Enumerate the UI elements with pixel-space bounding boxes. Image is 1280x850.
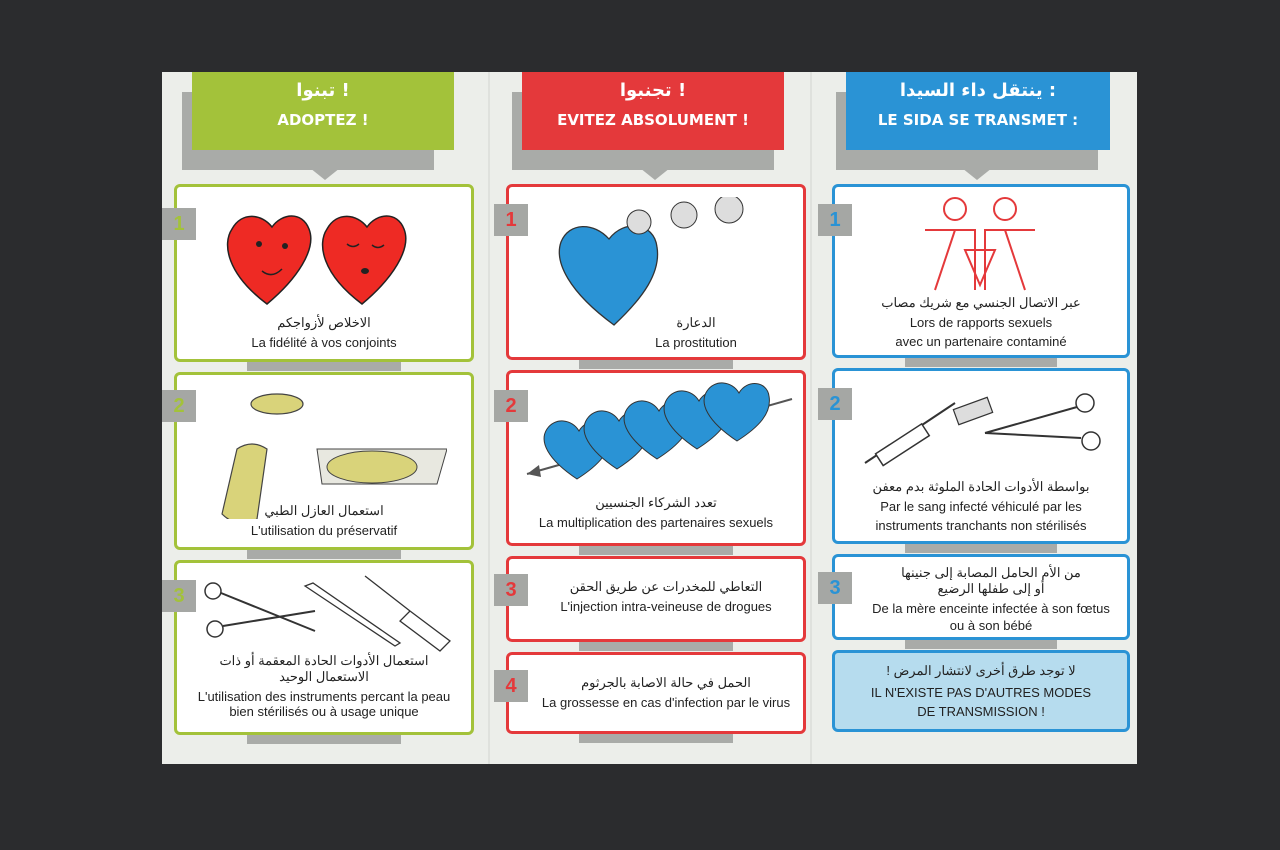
avoid-4-fr: La grossesse en cas d'infection par le virus xyxy=(541,695,791,710)
avoid-3-ar: التعاطي للمخدرات عن طريق الحقن xyxy=(569,579,763,594)
hearts-arrow-icon xyxy=(517,379,802,484)
transmit-card-3 xyxy=(832,554,1130,640)
no-other-modes-box xyxy=(832,650,1130,732)
sterile-instruments-icon xyxy=(195,571,465,656)
arrow-stem xyxy=(316,154,334,164)
avoid-card-3 xyxy=(506,556,806,642)
avoid-num-3: 3 xyxy=(494,574,528,606)
avoid-2-ar: تعدد الشركاء الجنسيين xyxy=(595,495,717,510)
adopt-3-ar: استعمال الأدوات الحادة المعقمة أو ذات الاستعمال الوحيد xyxy=(219,653,429,684)
fold-line xyxy=(488,72,490,764)
two-hearts-icon xyxy=(217,199,417,309)
final-fr1: IL N'EXISTE PAS D'AUTRES MODES xyxy=(870,685,1092,700)
avoid-num-4: 4 xyxy=(494,670,528,702)
transmit-1-fr2: avec un partenaire contaminé xyxy=(895,334,1067,349)
transmit-card-1 xyxy=(832,184,1130,358)
transmit-1-fr1: Lors de rapports sexuels xyxy=(909,315,1053,330)
header-adopt xyxy=(192,72,454,150)
header-transmit-ar: ينتقل داء السيدا : xyxy=(899,80,1057,101)
avoid-card-1 xyxy=(506,184,806,360)
couple-icon xyxy=(920,195,1040,295)
avoid-3-fr: L'injection intra-veineuse de drogues xyxy=(560,599,772,614)
adopt-2-fr: L'utilisation du préservatif xyxy=(250,523,398,538)
adopt-card-3 xyxy=(174,560,474,735)
down-arrow-icon xyxy=(957,164,997,180)
header-avoid-ar: تجنبوا ! xyxy=(619,80,687,101)
transmit-num-3: 3 xyxy=(818,572,852,604)
header-transmit-fr: LE SIDA SE TRANSMET : xyxy=(877,111,1079,129)
avoid-1-fr: La prostitution xyxy=(655,335,737,350)
adopt-card-1 xyxy=(174,184,474,362)
transmit-3-fr2: ou à son bébé xyxy=(949,618,1033,633)
header-avoid-fr: EVITEZ ABSOLUMENT ! xyxy=(557,111,749,129)
down-arrow-icon xyxy=(305,164,345,180)
adopt-num-3: 3 xyxy=(162,580,196,612)
transmit-card-2 xyxy=(832,368,1130,544)
transmit-3-ar2: أو إلى طفلها الرضيع xyxy=(937,581,1045,596)
transmit-1-ar: عبر الاتصال الجنسي مع شريك مصاب xyxy=(881,295,1081,310)
avoid-num-2: 2 xyxy=(494,390,528,422)
transmit-3-fr1: De la mère enceinte infectée à son fœtus xyxy=(872,601,1110,616)
avoid-num-1: 1 xyxy=(494,204,528,236)
header-adopt-fr: ADOPTEZ ! xyxy=(277,111,369,129)
transmit-num-1: 1 xyxy=(818,204,852,236)
adopt-1-fr: La fidélité à vos conjoints xyxy=(251,335,397,350)
down-arrow-icon xyxy=(635,164,675,180)
adopt-num-1: 1 xyxy=(162,208,196,240)
avoid-4-ar: الحمل في حالة الاصابة بالجرثوم xyxy=(581,675,751,690)
adopt-3-fr: L'utilisation des instruments percant la peau bien stérilisés ou à usage unique xyxy=(197,689,451,719)
header-avoid xyxy=(522,72,784,150)
transmit-num-2: 2 xyxy=(818,388,852,420)
heart-coin-slot-icon xyxy=(549,197,749,327)
transmit-2-ar: بواسطة الأدوات الحادة الملوثة بدم معفن xyxy=(872,479,1090,494)
arrow-stem xyxy=(968,154,986,164)
header-adopt-ar: تبنوا ! xyxy=(296,80,350,101)
adopt-card-2 xyxy=(174,372,474,550)
final-ar: لا توجد طرق أخرى لانتشار المرض ! xyxy=(886,663,1076,678)
condom-icon xyxy=(197,389,447,519)
adopt-num-2: 2 xyxy=(162,390,196,422)
header-transmit xyxy=(846,72,1110,150)
transmit-3-ar1: من الأم الحامل المصابة إلى جنينها xyxy=(901,565,1081,580)
contaminated-instruments-icon xyxy=(855,383,1115,468)
fold-line xyxy=(810,72,812,764)
avoid-1-ar: الدعارة xyxy=(676,315,716,330)
avoid-card-4 xyxy=(506,652,806,734)
adopt-2-ar: استعمال العازل الطبي xyxy=(264,503,384,518)
transmit-2-fr2: instruments tranchants non stérilisés xyxy=(875,518,1087,533)
leaflet-page xyxy=(162,72,1137,764)
final-fr2: DE TRANSMISSION ! xyxy=(917,704,1045,719)
adopt-1-ar: الاخلاص لأزواجكم xyxy=(277,315,371,330)
avoid-card-2 xyxy=(506,370,806,546)
avoid-2-fr: La multiplication des partenaires sexuels xyxy=(538,515,774,530)
arrow-stem xyxy=(646,154,664,164)
transmit-2-fr1: Par le sang infecté véhiculé par les xyxy=(880,499,1082,514)
